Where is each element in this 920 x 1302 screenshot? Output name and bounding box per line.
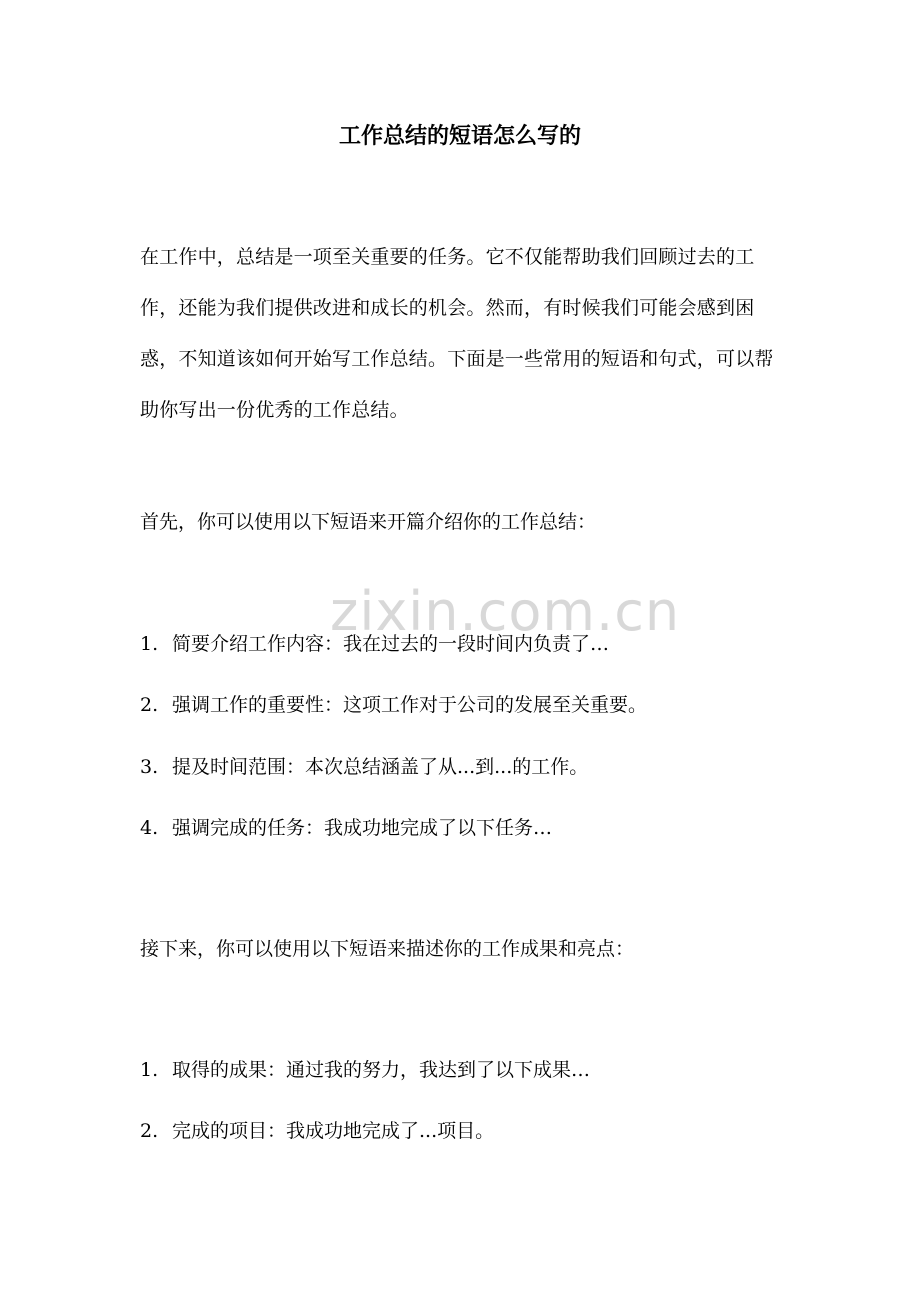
list-item-text: 强调工作的重要性：这项工作对于公司的发展至关重要。 <box>172 694 648 716</box>
page-title: 工作总结的短语怎么写的 <box>338 123 581 149</box>
list-item <box>140 1111 800 1151</box>
list-item <box>140 747 800 787</box>
list-item-text: 简要介绍工作内容：我在过去的一段时间内负责了… <box>172 633 610 655</box>
list-item-text: 取得的成果：通过我的努力，我达到了以下成果… <box>172 1059 591 1081</box>
list-item-number: 4. <box>140 817 159 839</box>
list-item-text: 提及时间范围：本次总结涵盖了从...到...的工作。 <box>172 756 589 778</box>
watermark: zixin.com.cn <box>330 580 681 643</box>
list-item <box>140 808 800 848</box>
list-item <box>140 685 800 725</box>
list-item-number: 3. <box>140 756 159 778</box>
list-item-text: 完成的项目：我成功地完成了...项目。 <box>172 1120 495 1142</box>
list-item <box>140 624 800 664</box>
section2-heading: 接下来，你可以使用以下短语来描述你的工作成果和亮点： <box>140 938 635 960</box>
list-item-number: 1. <box>140 1059 159 1081</box>
list-item-number: 1. <box>140 633 159 655</box>
section1-heading: 首先，你可以使用以下短语来开篇介绍你的工作总结： <box>140 511 597 533</box>
list-item <box>140 1050 800 1090</box>
list-item-text: 强调完成的任务：我成功地完成了以下任务… <box>172 817 553 839</box>
list-item-number: 2. <box>140 694 159 716</box>
intro-paragraph: 在工作中，总结是一项至关重要的任务。它不仅能帮助我们回顾过去的工作，还能为我们提供改进和成长的机会。然而，有时候我们可能会感到困惑，不知道该如何开始写工作总结。下面是一些常用的短语和句式，可以帮助你写出一份优秀的工作总结。 <box>140 246 774 421</box>
list-item-number: 2. <box>140 1120 159 1142</box>
